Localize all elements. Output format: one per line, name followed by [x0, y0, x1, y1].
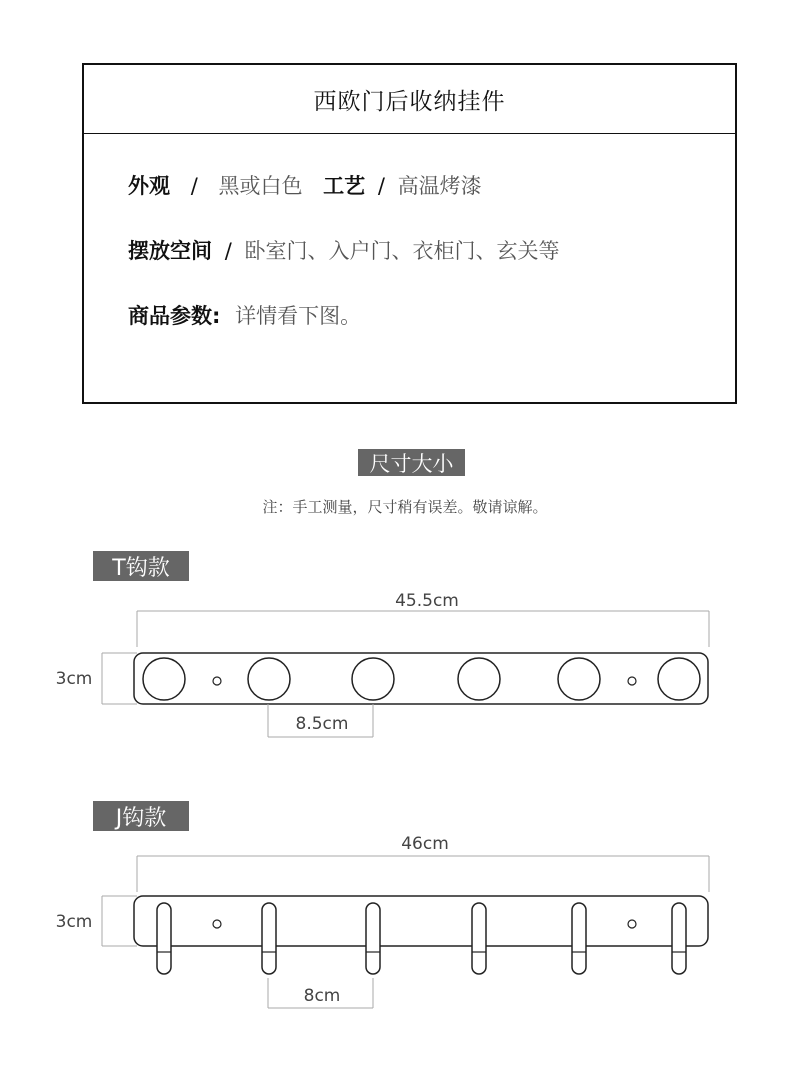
t-hook-head [458, 658, 500, 700]
measurement-note: 注：手工测量，尺寸稍有误差。敬请谅解。 [262, 498, 548, 516]
t-hook-diagram [56, 591, 709, 737]
placement-sep: / [224, 239, 232, 263]
j-hook-label: J钩款 [93, 801, 189, 831]
t-hook-head [352, 658, 394, 700]
j-hook-length-dimension [137, 856, 709, 892]
placement-label: 摆放空间 [128, 239, 212, 263]
j-hook-stem [157, 903, 171, 974]
placement-value: 卧室门、入户门、衣柜门、玄关等 [244, 239, 560, 263]
appearance-label: 外观 [128, 174, 170, 198]
t-hook-head [143, 658, 185, 700]
j-hook-stem [672, 903, 686, 974]
j-hook-height-dimension [102, 896, 137, 946]
t-screw-hole [213, 677, 221, 685]
j-hook-stem [262, 903, 276, 974]
craft-sep: / [377, 174, 385, 198]
j-hook-length-label: 46cm [401, 834, 449, 854]
j-hook-stem [366, 903, 380, 974]
size-section-title: 尺寸大小 [358, 449, 465, 476]
params-value: 详情看下图。 [235, 304, 362, 328]
t-hook-spacing-label: 8.5cm [295, 714, 349, 734]
craft-label: 工艺 [323, 174, 366, 198]
product-title: 西欧门后收纳挂件 [84, 65, 735, 134]
appearance-sep: / [190, 174, 198, 198]
t-hook-head [248, 658, 290, 700]
craft-value: 高温烤漆 [397, 174, 482, 198]
j-hook-stem [472, 903, 486, 974]
t-hook-head [558, 658, 600, 700]
j-screw-hole [628, 920, 636, 928]
t-hook-height-label: 3cm [55, 669, 93, 689]
t-screw-hole [628, 677, 636, 685]
j-screw-hole [213, 920, 221, 928]
t-hook-label: T钩款 [93, 551, 189, 581]
j-hook-stem [572, 903, 586, 974]
t-hook-length-dimension [137, 611, 709, 647]
j-hook-height-label: 3cm [55, 912, 93, 932]
t-hook-length-label: 45.5cm [395, 591, 459, 611]
params-label: 商品参数: [128, 304, 221, 328]
j-hook-diagram [56, 834, 709, 1008]
appearance-value: 黑或白色 [218, 174, 303, 198]
j-hook-spacing-label: 8cm [303, 986, 341, 1006]
t-hook-head [658, 658, 700, 700]
t-hook-height-dimension [102, 653, 137, 704]
